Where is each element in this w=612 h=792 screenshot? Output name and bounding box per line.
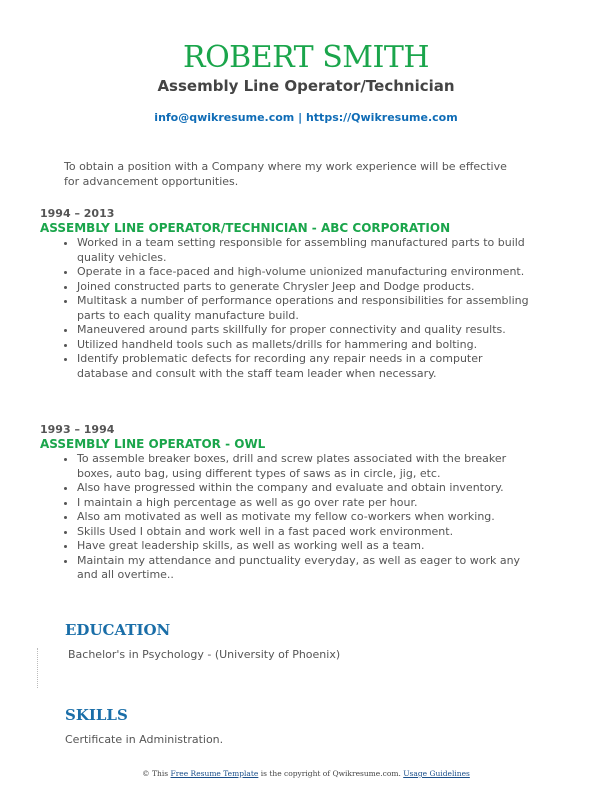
list-item: • To assemble breaker boxes, drill and screw plates associated with the breaker boxes, auto bag, using different types of saws as in circle, jig, etc. — [77, 452, 530, 481]
list-item: • Joined constructed parts to generate Chrysler Jeep and Dodge products. — [77, 280, 530, 295]
email-link[interactable]: info@qwikresume.com — [154, 111, 295, 124]
skills-heading: SKILLS — [65, 706, 128, 724]
list-item: • Maintain my attendance and punctuality everyday, as well as eager to work any and all overtime.. — [77, 554, 530, 583]
skills-text: Certificate in Administration. — [65, 733, 224, 746]
education-heading: EDUCATION — [65, 621, 171, 639]
job-bullets — [40, 236, 530, 381]
list-item: • Have great leadership skills, as well as working well as a team. — [77, 539, 530, 554]
contact-separator: | — [294, 111, 306, 124]
footer-text: is the copyright of Qwikresume.com. — [258, 769, 404, 778]
candidate-name: ROBERT SMITH — [182, 40, 430, 75]
job-title: ASSEMBLY LINE OPERATOR/TECHNICIAN - ABC CORPORATION — [40, 221, 451, 235]
footer — [0, 769, 612, 778]
list-item: • Operate in a face-paced and high-volume unionized manufacturing environment. — [77, 265, 530, 280]
job-bullets — [40, 452, 530, 583]
job-dates: 1993 – 1994 — [40, 423, 115, 436]
footer-text: © This — [142, 769, 171, 778]
list-item: • Worked in a team setting responsible for assembling manufactured parts to build quality vehicles. — [77, 236, 530, 265]
objective-text: To obtain a position with a Company where my work experience will be effective for advancement opportunities. — [64, 160, 507, 188]
list-item: • Maneuvered around parts skillfully for proper connectivity and quality results. — [77, 323, 530, 338]
list-item: • Also have progressed within the company and evaluate and obtain inventory. — [77, 481, 530, 496]
list-item: • Multitask a number of performance operations and responsibilities for assembling parts to each quality manufacture build. — [77, 294, 530, 323]
contact-line — [0, 111, 612, 124]
list-item: • Identify problematic defects for recording any repair needs in a computer database and consult with the staff team leader when necessary. — [77, 352, 530, 381]
website-link[interactable]: https://Qwikresume.com — [305, 111, 458, 124]
list-item: • I maintain a high percentage as well as go over rate per hour. — [77, 496, 530, 511]
free-template-link[interactable]: Free Resume Template — [170, 769, 259, 778]
list-item: • Skills Used I obtain and work well in a fast paced work environment. — [77, 525, 530, 540]
list-item: • Utilized handheld tools such as mallets/drills for hammering and bolting. — [77, 338, 530, 353]
candidate-role: Assembly Line Operator/Technician — [157, 77, 455, 95]
experience-entry — [40, 423, 530, 583]
experience-entry — [40, 207, 530, 381]
job-title: ASSEMBLY LINE OPERATOR - OWL — [40, 437, 266, 451]
list-item: • Also am motivated as well as motivate my fellow co-workers when working. — [77, 510, 530, 525]
job-dates: 1994 – 2013 — [40, 207, 115, 220]
usage-guidelines-link[interactable]: Usage Guidelines — [403, 769, 470, 778]
divider — [37, 648, 38, 688]
education-text: Bachelor's in Psychology - (University of Phoenix) — [68, 648, 341, 661]
